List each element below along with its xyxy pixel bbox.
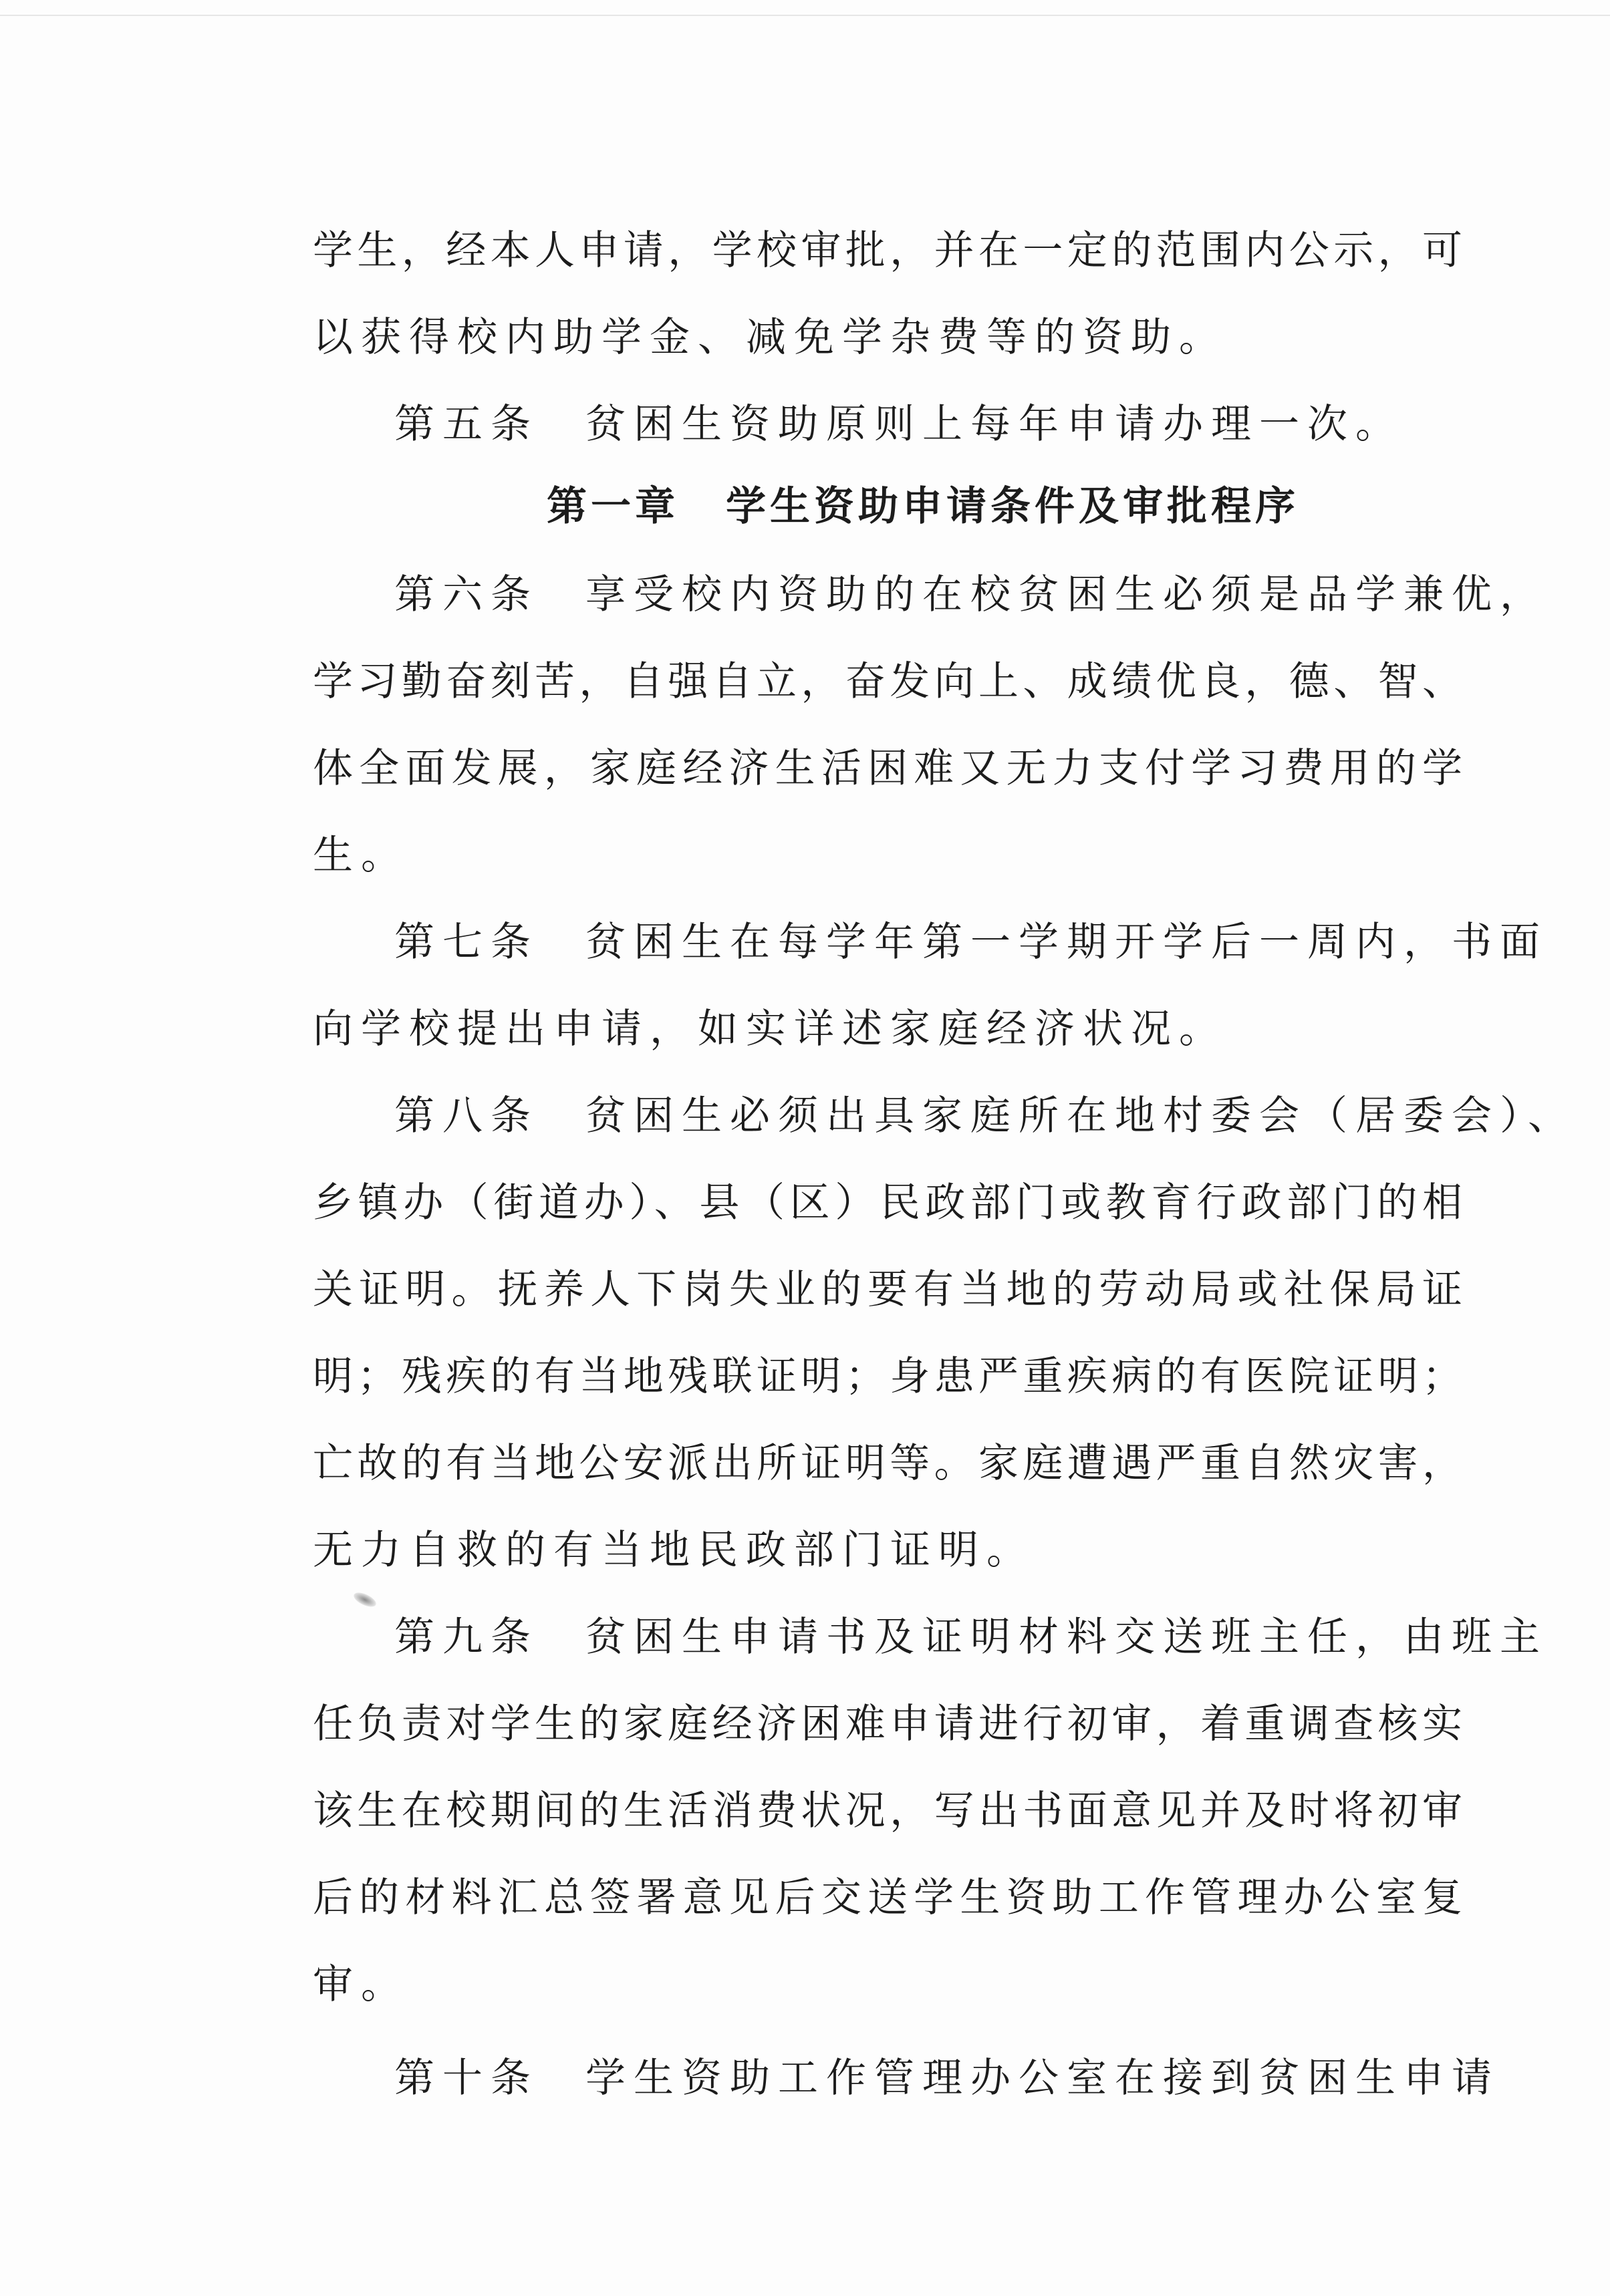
chapter-heading [547, 483, 1299, 530]
article-number: 第八条 [394, 1093, 539, 1139]
article-8 [394, 1093, 1576, 1139]
article-number: 第六条 [394, 571, 539, 618]
text-line: 关证明。抚养人下岗失业的要有当地的劳动局或社保局证 [313, 1266, 1462, 1313]
text-line: 明；残疾的有当地残联证明；身患严重疾病的有医院证明； [313, 1353, 1462, 1400]
article-number: 第十条 [394, 2055, 539, 2102]
text-line: 无力自救的有当地民政部门证明。 [313, 1527, 1035, 1574]
page-edge-rule [0, 15, 1610, 16]
text-line: 生。 [313, 832, 409, 879]
text-line: 以获得校内助学金、减免学杂费等的资助。 [313, 314, 1227, 361]
article-text: 贫困生资助原则上每年申请办理一次。 [585, 401, 1403, 448]
article-10 [394, 2055, 1544, 2102]
article-number: 第九条 [394, 1614, 539, 1661]
text-line: 审。 [313, 1961, 409, 2008]
text-line: 学习勤奋刻苦，自强自立，奋发向上、成绩优良，德、智、 [313, 658, 1462, 705]
article-number: 第五条 [394, 401, 539, 448]
article-text: 贫困生申请书及证明材料交送班主任，由班主 [585, 1614, 1548, 1661]
chapter-number: 第一章 [547, 483, 679, 530]
article-text: 贫困生在每学年第一学期开学后一周内，书面 [585, 919, 1548, 966]
article-text: 享受校内资助的在校贫困生必须是品学兼优， [585, 571, 1548, 618]
article-number: 第七条 [394, 919, 539, 966]
text-line: 任负责对学生的家庭经济困难申请进行初审，着重调查核实 [313, 1701, 1462, 1747]
text-line: 该生在校期间的生活消费状况，写出书面意见并及时将初审 [313, 1787, 1462, 1834]
article-7 [394, 919, 1548, 966]
article-9 [394, 1614, 1548, 1661]
text-line: 向学校提出申请，如实详述家庭经济状况。 [313, 1006, 1227, 1052]
chapter-title: 学生资助申请条件及审批程序 [726, 483, 1299, 530]
scan-mark [352, 1590, 378, 1610]
text-line: 学生，经本人申请，学校审批，并在一定的范围内公示，可 [313, 227, 1462, 274]
text-line: 后的材料汇总签署意见后交送学生资助工作管理办公室复 [313, 1874, 1462, 1921]
article-text: 学生资助工作管理办公室在接到贫困生申请 [585, 2055, 1500, 2102]
article-text: 贫困生必须出具家庭所在地村委会（居委会）、 [585, 1093, 1576, 1139]
article-6 [394, 571, 1548, 618]
article-5 [394, 401, 1544, 448]
text-line: 亡故的有当地公安派出所证明等。家庭遭遇严重自然灾害， [313, 1440, 1462, 1487]
text-line: 体全面发展，家庭经济生活困难又无力支付学习费用的学 [313, 745, 1462, 792]
text-line: 乡镇办（街道办）、县（区）民政部门或教育行政部门的相 [313, 1179, 1462, 1226]
